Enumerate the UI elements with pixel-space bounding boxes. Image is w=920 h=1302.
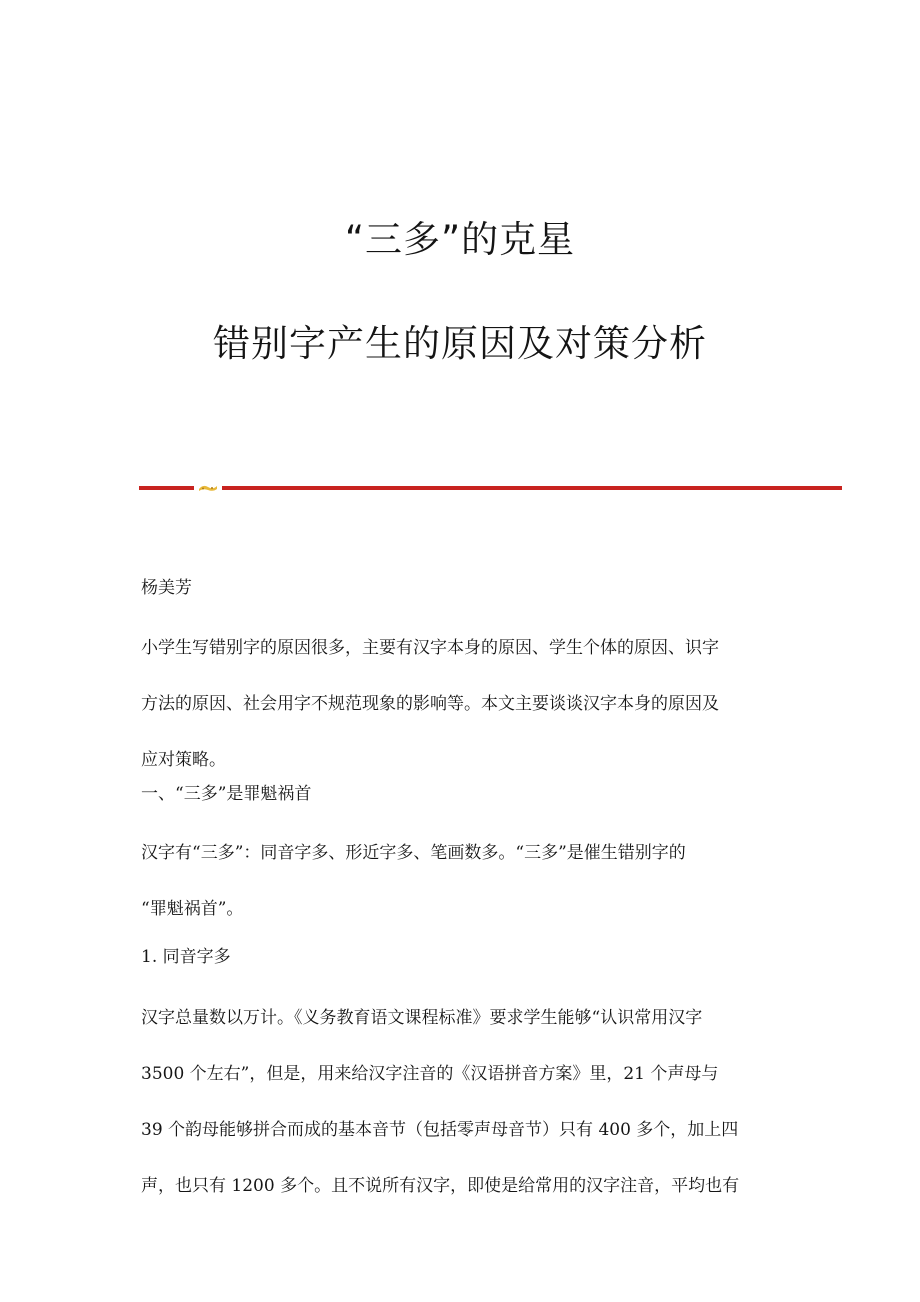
- divider-bar-left: [139, 486, 194, 490]
- paragraph-line: 声，也只有 1200 多个。且不说所有汉字，即使是给常用的汉字注音，平均也有: [141, 1176, 740, 1196]
- paragraph-line: 方法的原因、社会用字不规范现象的影响等。本文主要谈谈汉字本身的原因及: [141, 694, 719, 714]
- author-name: [141, 560, 781, 616]
- title-divider: [139, 484, 842, 492]
- intro-paragraph: [141, 620, 781, 788]
- section-heading-text: 一、“三多”是罪魁祸首: [141, 784, 312, 804]
- paragraph-line: 小学生写错别字的原因很多，主要有汉字本身的原因、学生个体的原因、识字: [141, 638, 719, 658]
- author-line: 杨美芳: [141, 578, 192, 598]
- paragraph-line: 应对策略。: [141, 750, 226, 770]
- paragraph-line: 汉字总量数以万计。《义务教育语文课程标准》要求学生能够“认识常用汉字: [141, 1008, 703, 1028]
- section-paragraph: [141, 825, 781, 937]
- document-title: “三多”的克星: [344, 218, 576, 261]
- paragraph-line: 汉字有“三多”：同音字多、形近字多、笔画数多。“三多”是催生错别字的: [141, 843, 686, 863]
- paragraph-line: 39 个韵母能够拼合而成的基本音节（包括零声母音节）只有 400 多个，加上四: [141, 1120, 739, 1140]
- subsection-heading-text: 1. 同音字多: [141, 947, 231, 967]
- divider-bar-right: [222, 486, 842, 490]
- paragraph-line: “罪魁祸首”。: [141, 899, 244, 919]
- divider-ornament-icon: [198, 484, 218, 492]
- subsection-heading: [141, 929, 781, 985]
- paragraph-line: 3500 个左右”，但是，用来给汉字注音的《汉语拼音方案》里，21 个声母与: [141, 1064, 719, 1084]
- section-heading: [141, 766, 781, 822]
- subsection-paragraph: [141, 990, 781, 1214]
- document-subtitle: 错别字产生的原因及对策分析: [213, 322, 707, 365]
